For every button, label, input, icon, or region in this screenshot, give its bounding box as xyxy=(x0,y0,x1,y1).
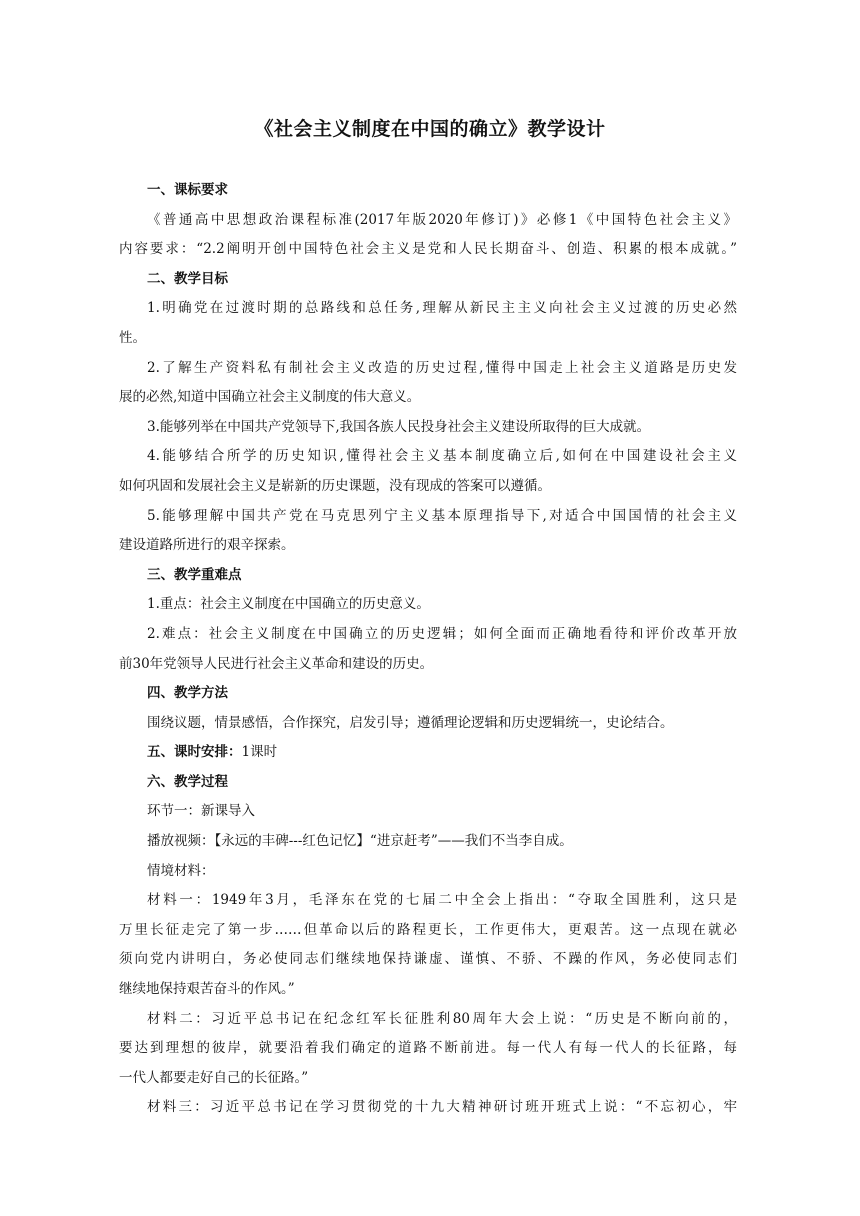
paragraph-line: 建设道路所进行的艰辛探索。 xyxy=(119,537,295,554)
paragraph-line: 《普通高中思想政治课程标准(2017年版2020年修订)》必修1《中国特色社会主义》 xyxy=(147,211,737,228)
section-heading: 三、教学重难点 xyxy=(147,566,242,583)
paragraph-line: 材料三：习近平总书记在学习贯彻党的十九大精神研讨班开班式上说：“不忘初心，牢 xyxy=(147,1099,737,1116)
paragraph-line: 环节一：新课导入 xyxy=(147,803,255,820)
paragraph-line: 一代人都要走好自己的长征路。” xyxy=(119,1069,309,1086)
paragraph-line: 4.能够结合所学的历史知识,懂得社会主义基本制度确立后,如何在中国建设社会主义 xyxy=(147,448,737,465)
paragraph-line: 内容要求：“2.2阐明开创中国特色社会主义是党和人民长期奋斗、创造、积累的根本成就。” xyxy=(119,241,737,258)
paragraph-line: 须向党内讲明白，务必使同志们继续地保持谦虚、谨慎、不骄、不躁的作风，务必使同志们 xyxy=(119,951,737,968)
paragraph-line: 如何巩固和发展社会主义是崭新的历史课题，没有现成的答案可以遵循。 xyxy=(119,477,551,494)
paragraph-line: 万里长征走完了第一步……但革命以后的路程更长，工作更伟大，更艰苦。这一点现在就必 xyxy=(119,921,737,938)
paragraph-line: 1.重点：社会主义制度在中国确立的历史意义。 xyxy=(147,596,430,613)
paragraph-line: 5.能够理解中国共产党在马克思列宁主义基本原理指导下,对适合中国国情的社会主义 xyxy=(147,507,737,524)
paragraph-line: 性。 xyxy=(119,329,146,346)
paragraph-line: 材料一：1949年3月，毛泽东在党的七届二中全会上指出：“夺取全国胜利，这只是 xyxy=(147,892,737,909)
section-heading: 六、教学过程 xyxy=(147,773,228,790)
section-heading: 五、课时安排： xyxy=(147,744,242,761)
paragraph-line: 展的必然,知道中国确立社会主义制度的伟大意义。 xyxy=(119,389,421,406)
paragraph-line: 继续地保持艰苦奋斗的作风。” xyxy=(119,981,295,998)
paragraph-line: 要达到理想的彼岸，就要沿着我们确定的道路不断前进。每一代人有每一代人的长征路，每 xyxy=(119,1040,737,1057)
section-heading: 一、课标要求 xyxy=(147,182,228,198)
paragraph-line: 2.了解生产资料私有制社会主义改造的历史过程,懂得中国走上社会主义道路是历史发 xyxy=(147,359,737,376)
document-title: 《社会主义制度在中国的确立》教学设计 xyxy=(254,118,606,140)
paragraph-line: 情境材料： xyxy=(147,862,215,879)
section-heading: 二、教学目标 xyxy=(147,270,228,287)
paragraph-line: 1.明确党在过渡时期的总路线和总任务,理解从新民主主义向社会主义过渡的历史必然 xyxy=(147,300,737,317)
document-body xyxy=(119,176,737,1123)
paragraph-line: 播放视频：【永远的丰碑---红色记忆】“进京赶考”——我们不当李自成。 xyxy=(147,833,573,850)
paragraph-line: 围绕议题，情景感悟，合作探究，启发引导；遵循理论逻辑和历史逻辑统一，史论结合。 xyxy=(147,714,674,731)
paragraph-line: 2.难点：社会主义制度在中国确立的历史逻辑；如何全面而正确地看待和评价改革开放 xyxy=(147,625,737,642)
section-heading-with-value xyxy=(119,738,737,768)
paragraph-line: 材料二：习近平总书记在纪念红军长征胜利80周年大会上说：“历史是不断向前的， xyxy=(147,1010,737,1027)
paragraph-line: 前30年党领导人民进行社会主义革命和建设的历史。 xyxy=(119,655,434,672)
section-value: 1课时 xyxy=(241,744,278,761)
paragraph-line: 3.能够列举在中国共产党领导下,我国各族人民投身社会主义建设所取得的巨大成就。 xyxy=(147,418,651,435)
section-heading: 四、教学方法 xyxy=(147,685,228,702)
